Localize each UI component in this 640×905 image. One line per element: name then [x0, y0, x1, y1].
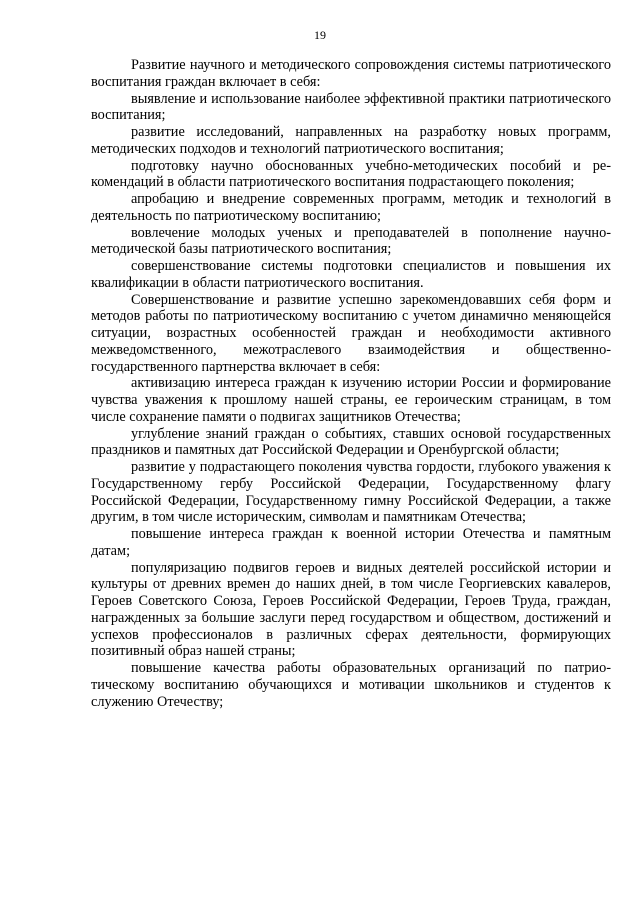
paragraph: популяризацию подвигов героев и видных деятелей российской истории и культуры от древних времен до наших дней, в том числе Георгиевских кавалеров, Героев Советского Союза, Героев Российской Федерации, Героев Труда, граждан, награжденных за большие заслуги перед государством и обществом, достижений и успехов профессионалов в различных сферах деятельности, формирующих позитивный образ нашей страны; [91, 559, 611, 660]
page-number: 19 [314, 28, 326, 42]
paragraph: подготовку научно обоснованных учебно-методических пособий и рекомендаций в области патриотического воспитания подрастающего поколения; [91, 157, 611, 191]
paragraph: выявление и использование наиболее эффективной практики патриотического воспитания; [91, 90, 611, 124]
paragraph: Развитие научного и методического сопровождения системы патриотического воспитания граждан включает в себя: [91, 57, 611, 90]
paragraph: развитие у подрастающего поколения чувства гордости, глубокого уважения к Государственному гербу Российской Федерации, Государственному флагу Российской Федерации, Государственному гимну Российской Федерации, а также другим, в том числе историческим, символам и памятникам Отечества; [91, 459, 611, 526]
paragraph: активизацию интереса граждан к изучению истории России и формирование чувства уважения к прошлому нашей страны, ее героическим страницам, в том числе сохранение памяти о подвигах защитников Отечества; [91, 375, 611, 425]
paragraph: совершенствование системы подготовки специалистов и повышения их квалификации в области патриотического воспитания. [91, 258, 611, 291]
paragraph: повышение качества работы образовательных организаций по патриотическому воспитанию обучающихся и мотивации школьников и студентов к служению Отечеству; [91, 660, 611, 710]
paragraph: углубление знаний граждан о событиях, ставших основой государственных праздников и памятных дат Российской Федерации и Оренбургской области; [91, 425, 611, 459]
paragraph: вовлечение молодых ученых и преподавателей в пополнение научно-методической базы патриотического воспитания; [91, 224, 611, 258]
paragraph: Совершенствование и развитие успешно зарекомендовавших себя форм и методов работы по патриотическому воспитанию с учетом динамично меняющейся ситуации, возрастных особенностей граждан и необходимости активного межведомственного, межотраслевого взаимодействия и общественно-государственного партнерства включает в себя: [91, 291, 611, 375]
paragraph: апробацию и внедрение современных программ, методик и технологий в деятельность по патриотическому воспитанию; [91, 191, 611, 224]
paragraph: развитие исследований, направленных на разработку новых программ, методических подходов и технологий патриотического воспитания; [91, 124, 611, 157]
body-text [91, 57, 611, 710]
paragraph: повышение интереса граждан к военной истории Отечества и памятным датам; [91, 526, 611, 559]
